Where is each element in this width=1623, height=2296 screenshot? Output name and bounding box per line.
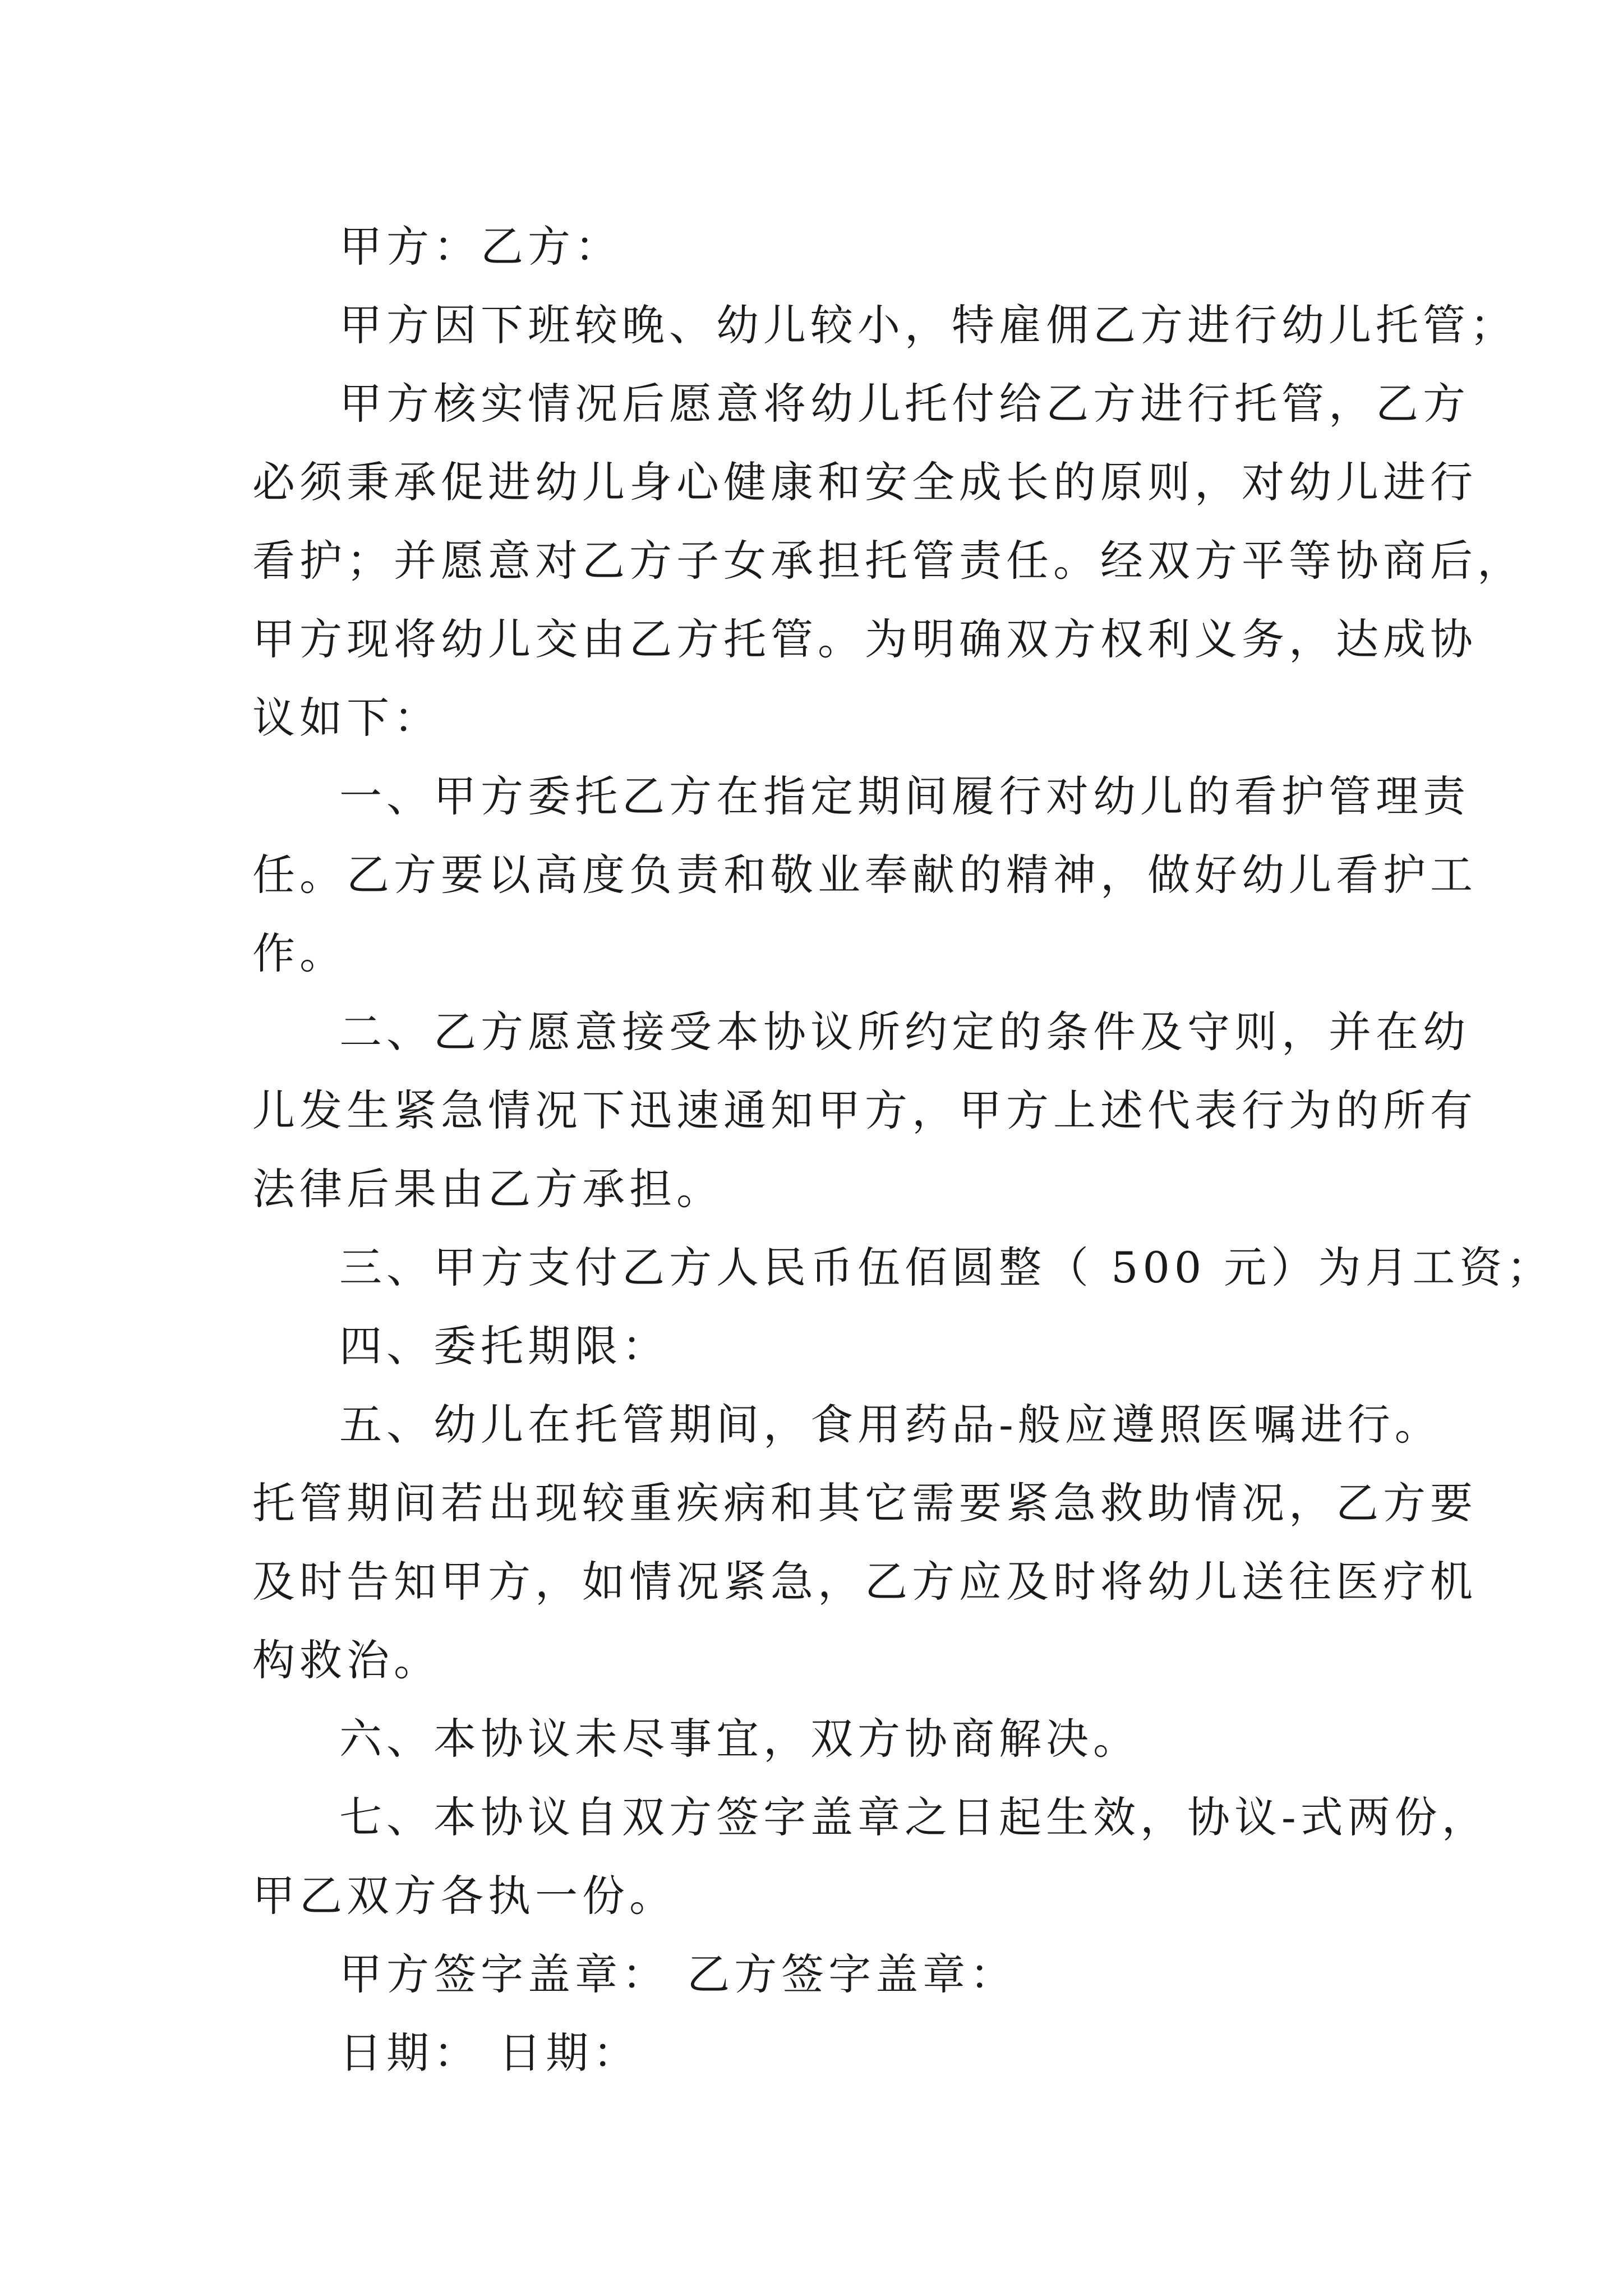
intro-paragraph-line: 甲方因下班较晚、幼儿较小，特雇佣乙方进行幼儿托管； <box>339 300 1517 350</box>
clause-two-line: 法律后果由乙方承担。 <box>252 1164 723 1214</box>
body-paragraph-line: 甲方核实情况后愿意将幼儿托付给乙方进行托管，乙方 <box>339 379 1470 429</box>
clause-one-line: 一、甲方委托乙方在指定期间履行对幼儿的看护管理责 <box>339 771 1470 821</box>
clause-seven-line: 七、本协议自双方签字盖章之日起生效，协议-式两份， <box>339 1792 1489 1842</box>
date-line: 日期： 日期： <box>339 2028 640 2078</box>
clause-five-line: 五、幼儿在托管期间，食用药品-般应遵照医嘱进行。 <box>339 1400 1442 1450</box>
clause-one-line: 作。 <box>252 928 347 978</box>
clause-five-line: 构救治。 <box>252 1635 441 1685</box>
body-paragraph-line: 看护；并愿意对乙方子女承担托管责任。经双方平等协商后， <box>252 536 1524 586</box>
clause-one-line: 任。乙方要以高度负责和敬业奉献的精神，做好幼儿看护工 <box>252 850 1477 900</box>
body-paragraph-line: 甲方现将幼儿交由乙方托管。为明确双方权利义务，达成协 <box>252 614 1477 664</box>
clause-three-line: 三、甲方支付乙方人民币伍佰圆整（ 500 元）为月工资； <box>339 1243 1554 1292</box>
clause-two-line: 儿发生紧急情况下迅速通知甲方，甲方上述代表行为的所有 <box>252 1085 1477 1135</box>
body-paragraph-line: 议如下： <box>252 693 441 743</box>
clause-five-line: 托管期间若出现较重疾病和其它需要紧急救助情况，乙方要 <box>252 1478 1477 1528</box>
clause-two-line: 二、乙方愿意接受本协议所约定的条件及守则，并在幼 <box>339 1007 1470 1057</box>
clause-seven-line: 甲乙双方各执一份。 <box>252 1871 676 1921</box>
body-paragraph-line: 必须秉承促进幼儿身心健康和安全成长的原则，对幼儿进行 <box>252 457 1477 507</box>
party-line: 甲方：乙方： <box>339 222 622 272</box>
clause-six-line: 六、本协议未尽事宜，双方协商解决。 <box>339 1714 1140 1764</box>
clause-five-line: 及时告知甲方，如情况紧急，乙方应及时将幼儿送往医疗机 <box>252 1557 1477 1607</box>
signature-line: 甲方签字盖章： 乙方签字盖章： <box>339 1949 1017 1999</box>
clause-four-line: 四、委托期限： <box>339 1321 669 1371</box>
